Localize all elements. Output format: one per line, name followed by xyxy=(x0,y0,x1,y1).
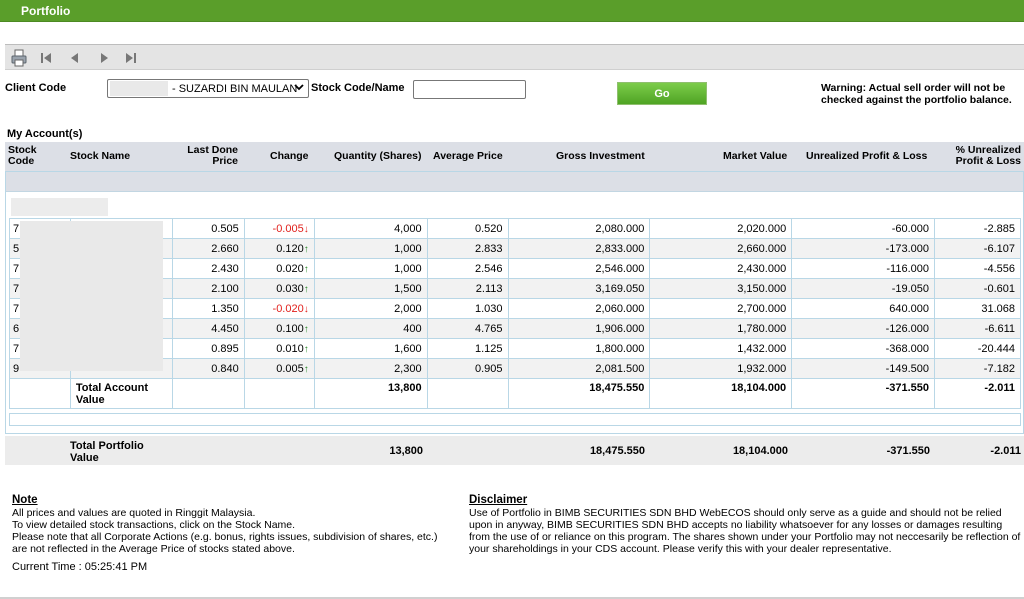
note-section xyxy=(12,494,442,555)
unrealized-pl-cell: 640.000 xyxy=(792,299,935,319)
last-done-cell: 0.505 xyxy=(172,219,244,239)
next-page-button[interactable] xyxy=(95,49,113,67)
arrow-up-icon: ↑ xyxy=(303,323,309,335)
col-quantity: Quantity (Shares) xyxy=(334,150,422,162)
change-value: -0.020 xyxy=(272,302,304,315)
gross-investment-cell: 3,169.050 xyxy=(508,279,650,299)
change-cell xyxy=(244,239,314,259)
arrow-up-icon: ↑ xyxy=(303,263,309,275)
arrow-down-icon: ↓ xyxy=(303,303,309,315)
col-stock-name: Stock Name xyxy=(70,150,131,162)
arrow-up-icon: ↑ xyxy=(303,243,309,255)
change-value: 0.120 xyxy=(276,242,304,255)
client-code-select[interactable] xyxy=(107,79,309,98)
change-value: 0.030 xyxy=(276,282,304,295)
last-done-cell: 2.660 xyxy=(172,239,244,259)
average-price-cell: 0.905 xyxy=(427,359,508,379)
quantity-cell: 2,000 xyxy=(314,299,427,319)
account-total-gross: 18,475.550 xyxy=(508,379,650,409)
account-total-market: 18,104.000 xyxy=(650,379,792,409)
sell-warning: Warning: Actual sell order will not be checked against the portfolio balance. xyxy=(821,82,1012,106)
unrealized-pct-cell: 31.068 xyxy=(935,299,1021,319)
average-price-cell: 2.546 xyxy=(427,259,508,279)
client-code-redacted xyxy=(110,81,168,96)
market-value-cell: 2,660.000 xyxy=(650,239,792,259)
stock-code-cell: 9 xyxy=(10,359,71,379)
client-code-label: Client Code xyxy=(5,82,67,94)
unrealized-pl-cell: -368.000 xyxy=(792,339,935,359)
account-total-qty: 13,800 xyxy=(314,379,427,409)
market-value-cell: 3,150.000 xyxy=(650,279,792,299)
stock-code-cell: 5 xyxy=(10,239,71,259)
change-value: 0.100 xyxy=(276,322,304,335)
account-spacer-row xyxy=(9,413,1021,426)
portfolio-total-market: 18,104.000 xyxy=(732,445,788,457)
unrealized-pct-cell: -6.107 xyxy=(935,239,1021,259)
title-bar xyxy=(0,0,1024,22)
stock-code-label: Stock Code/Name xyxy=(311,82,405,94)
last-page-icon xyxy=(124,51,138,65)
print-button[interactable] xyxy=(10,49,28,67)
gross-investment-cell: 2,080.000 xyxy=(508,219,650,239)
col-stock-code: Stock Code xyxy=(8,144,37,167)
quantity-cell: 1,000 xyxy=(314,239,427,259)
first-page-icon xyxy=(39,51,53,65)
unrealized-pct-cell: -7.182 xyxy=(935,359,1021,379)
next-page-icon xyxy=(97,51,111,65)
stock-code-cell: 7 xyxy=(10,219,71,239)
arrow-down-icon: ↓ xyxy=(303,223,309,235)
market-value-cell: 1,932.000 xyxy=(650,359,792,379)
account-total-pct: -2.011 xyxy=(935,379,1021,409)
change-value: 0.005 xyxy=(276,362,304,375)
unrealized-pl-cell: -116.000 xyxy=(792,259,935,279)
gross-investment-cell: 2,833.000 xyxy=(508,239,650,259)
stock-code-cell: 6 xyxy=(10,319,71,339)
note-line: All prices and values are quoted in Ringgit Malaysia. xyxy=(12,507,256,519)
quantity-cell: 2,300 xyxy=(314,359,427,379)
stock-code-cell: 7 xyxy=(10,279,71,299)
market-value-cell: 1,780.000 xyxy=(650,319,792,339)
account-total-upl: -371.550 xyxy=(792,379,935,409)
gross-investment-cell: 1,800.000 xyxy=(508,339,650,359)
market-value-cell: 1,432.000 xyxy=(650,339,792,359)
col-average-price: Average Price xyxy=(433,150,503,162)
arrow-up-icon: ↑ xyxy=(303,283,309,295)
portfolio-total-row xyxy=(5,436,1024,465)
account-total-label: Total Account Value xyxy=(70,379,172,409)
arrow-up-icon: ↑ xyxy=(303,363,309,375)
prev-page-button[interactable] xyxy=(66,49,84,67)
quantity-cell: 400 xyxy=(314,319,427,339)
change-value: -0.005 xyxy=(272,222,304,235)
stock-code-cell: 7 xyxy=(10,339,71,359)
current-time: Current Time : 05:25:41 PM xyxy=(12,561,148,573)
toolbar xyxy=(5,44,1024,70)
market-value-cell: 2,700.000 xyxy=(650,299,792,319)
portfolio-total-gross: 18,475.550 xyxy=(589,445,645,457)
col-unrealized-pl: Unrealized Profit & Loss xyxy=(806,150,928,162)
quantity-cell: 1,600 xyxy=(314,339,427,359)
first-page-button[interactable] xyxy=(37,49,55,67)
note-line: Please note that all Corporate Actions (e.g. bonus, rights issues, subdivision of shares, etc.) are not reflected in the Average Price of stocks stated above. xyxy=(12,531,438,555)
account-header xyxy=(6,172,1023,192)
last-done-cell: 0.895 xyxy=(172,339,244,359)
change-cell xyxy=(244,219,314,239)
average-price-cell: 1.125 xyxy=(427,339,508,359)
printer-icon xyxy=(10,49,28,67)
last-done-cell: 4.450 xyxy=(172,319,244,339)
change-cell xyxy=(244,319,314,339)
col-market-value: Market Value xyxy=(723,150,788,162)
note-line: To view detailed stock transactions, click on the Stock Name. xyxy=(12,519,296,531)
average-price-cell: 1.030 xyxy=(427,299,508,319)
stock-code-cell: 7 xyxy=(10,299,71,319)
average-price-cell: 0.520 xyxy=(427,219,508,239)
gross-investment-cell: 2,546.000 xyxy=(508,259,650,279)
change-cell xyxy=(244,279,314,299)
unrealized-pct-cell: -4.556 xyxy=(935,259,1021,279)
section-title: My Account(s) xyxy=(7,128,83,140)
portfolio-total-upl: -371.550 xyxy=(886,445,930,457)
arrow-up-icon: ↑ xyxy=(303,343,309,355)
prev-page-icon xyxy=(68,51,82,65)
quantity-cell: 1,000 xyxy=(314,259,427,279)
last-done-cell: 0.840 xyxy=(172,359,244,379)
portfolio-total-pct: -2.011 xyxy=(990,445,1021,457)
gross-investment-cell: 2,060.000 xyxy=(508,299,650,319)
note-title: Note xyxy=(12,494,38,506)
last-page-button[interactable] xyxy=(122,49,140,67)
go-button[interactable]: Go xyxy=(617,82,707,105)
col-change: Change xyxy=(270,150,309,162)
last-done-cell: 2.430 xyxy=(172,259,244,279)
portfolio-total-label: Total Portfolio Value xyxy=(70,440,144,464)
average-price-cell: 4.765 xyxy=(427,319,508,339)
table-header xyxy=(5,142,1024,171)
change-cell xyxy=(244,259,314,279)
unrealized-pl-cell: -173.000 xyxy=(792,239,935,259)
unrealized-pct-cell: -6.611 xyxy=(935,319,1021,339)
unrealized-pct-cell: -0.601 xyxy=(935,279,1021,299)
unrealized-pl-cell: -60.000 xyxy=(792,219,935,239)
change-cell xyxy=(244,339,314,359)
gross-investment-cell: 2,081.500 xyxy=(508,359,650,379)
window-title: Portfolio xyxy=(21,4,71,18)
disclaimer-text: Use of Portfolio in BIMB SECURITIES SDN BHD WebECOS should only serve as a guide and should not be relied upon in anyway, BIMB SECURITIES SDN BHD accepts no liability whatsoever for any losses or damages resulting from the use of or reliance on this program. The shares shown under your Portfolio may not neccesarily be reflection of your shareholdings in your CDS account. Please verify this with your dealer representative. xyxy=(469,507,1021,555)
portfolio-total-qty: 13,800 xyxy=(389,445,423,457)
col-gross-investment: Gross Investment xyxy=(556,150,645,162)
col-last-done: Last Done Price xyxy=(187,144,238,167)
quantity-cell: 1,500 xyxy=(314,279,427,299)
change-value: 0.010 xyxy=(276,342,304,355)
unrealized-pl-cell: -149.500 xyxy=(792,359,935,379)
account-total-row xyxy=(10,379,1021,409)
unrealized-pl-cell: -126.000 xyxy=(792,319,935,339)
unrealized-pct-cell: -20.444 xyxy=(935,339,1021,359)
last-done-cell: 2.100 xyxy=(172,279,244,299)
disclaimer-section xyxy=(469,494,1021,555)
stock-code-input[interactable] xyxy=(413,80,526,99)
average-price-cell: 2.113 xyxy=(427,279,508,299)
disclaimer-title: Disclaimer xyxy=(469,494,528,506)
col-unrealized-pct: % Unrealized Profit & Loss xyxy=(955,144,1021,167)
unrealized-pct-cell: -2.885 xyxy=(935,219,1021,239)
gross-investment-cell: 1,906.000 xyxy=(508,319,650,339)
stock-code-cell: 7 xyxy=(10,259,71,279)
client-code-value: - SUZARDI BIN MAULAN xyxy=(172,83,298,95)
average-price-cell: 2.833 xyxy=(427,239,508,259)
change-value: 0.020 xyxy=(276,262,304,275)
stock-names-redacted xyxy=(20,221,163,371)
change-cell xyxy=(244,299,314,319)
quantity-cell: 4,000 xyxy=(314,219,427,239)
last-done-cell: 1.350 xyxy=(172,299,244,319)
account-name-redacted xyxy=(11,198,108,216)
unrealized-pl-cell: -19.050 xyxy=(792,279,935,299)
market-value-cell: 2,430.000 xyxy=(650,259,792,279)
market-value-cell: 2,020.000 xyxy=(650,219,792,239)
chevron-down-icon xyxy=(294,82,304,95)
change-cell xyxy=(244,359,314,379)
